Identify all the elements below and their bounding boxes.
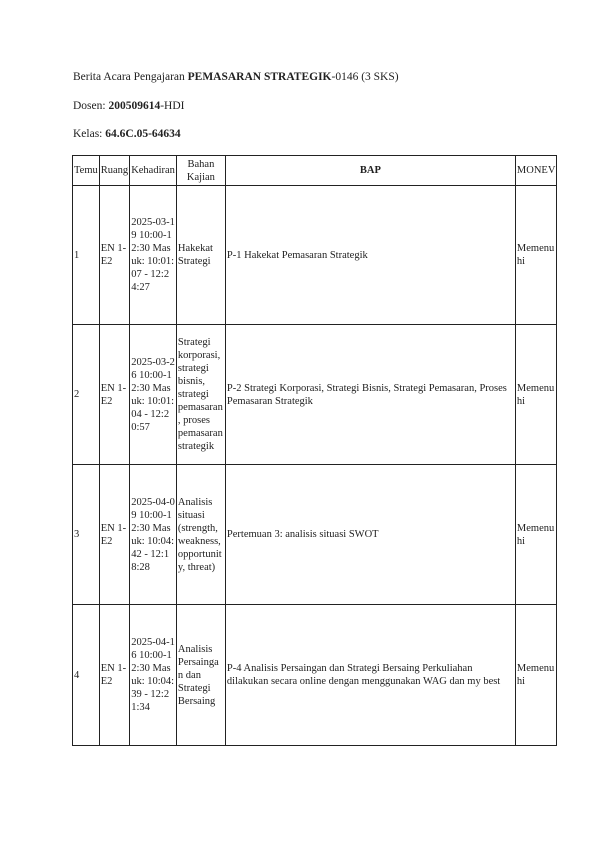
cell-bahan-kajian: Analisis Persaingan dan Strategi Bersaing — [176, 605, 225, 746]
cell-ruang: EN 1-E2 — [99, 605, 129, 746]
table-row — [73, 605, 557, 746]
cell-bahan-kajian: Hakekat Strategi — [176, 186, 225, 325]
cell-temu: 4 — [73, 605, 100, 746]
cell-kehadiran: 2025-03-19 10:00-12:30 Masuk: 10:01:07 - 12:24:27 — [130, 186, 177, 325]
lecturer-label: Dosen: — [73, 100, 109, 112]
teaching-record-table — [72, 155, 557, 746]
cell-monev: Memenuhi — [515, 186, 557, 325]
header-bap: BAP — [225, 156, 515, 186]
course-title-prefix: Berita Acara Pengajaran — [73, 71, 188, 83]
cell-bap: P-1 Hakekat Pemasaran Strategik — [225, 186, 515, 325]
cell-bahan-kajian: Analisis situasi (strength, weakness, opportunity, threat) — [176, 465, 225, 605]
cell-kehadiran: 2025-04-16 10:00-12:30 Masuk: 10:04:39 - 12:21:34 — [130, 605, 177, 746]
cell-temu: 3 — [73, 465, 100, 605]
lecturer-id: 200509614 — [108, 100, 161, 112]
cell-kehadiran: 2025-03-26 10:00-12:30 Masuk: 10:01:04 - 12:20:57 — [130, 325, 177, 465]
header-monev: MONEV — [515, 156, 557, 186]
cell-temu: 2 — [73, 325, 100, 465]
cell-monev: Memenuhi — [515, 605, 557, 746]
table-row — [73, 325, 557, 465]
lecturer-suffix: -HDI — [160, 100, 185, 112]
table-header-row — [73, 156, 557, 186]
cell-bap: Pertemuan 3: analisis situasi SWOT — [225, 465, 515, 605]
cell-ruang: EN 1-E2 — [99, 465, 129, 605]
lecturer-line — [73, 100, 185, 112]
class-value: 64.6C.05-64634 — [105, 128, 181, 140]
header-kehadiran: Kehadiran — [130, 156, 177, 186]
class-label: Kelas: — [73, 128, 106, 140]
cell-ruang: EN 1-E2 — [99, 325, 129, 465]
course-name: PEMASARAN STRATEGIK — [187, 71, 332, 83]
header-ruang: Ruang — [99, 156, 129, 186]
cell-kehadiran: 2025-04-09 10:00-12:30 Masuk: 10:04:42 - 12:18:28 — [130, 465, 177, 605]
table-row — [73, 186, 557, 325]
header-bahan-kajian: Bahan Kajian — [176, 156, 225, 186]
cell-monev: Memenuhi — [515, 325, 557, 465]
cell-monev: Memenuhi — [515, 465, 557, 605]
cell-temu: 1 — [73, 186, 100, 325]
cell-ruang: EN 1-E2 — [99, 186, 129, 325]
class-line — [73, 128, 181, 140]
cell-bahan-kajian: Strategi korporasi, strategi bisnis, strategi pemasaran, proses pemasaran strategik — [176, 325, 225, 465]
cell-bap: P-4 Analisis Persaingan dan Strategi Bersaing Perkuliahan dilakukan secara online dengan menggunakan WAG dan my best — [225, 605, 515, 746]
course-title-line — [73, 71, 399, 83]
cell-bap: P-2 Strategi Korporasi, Strategi Bisnis, Strategi Pemasaran, Proses Pemasaran Strategik — [225, 325, 515, 465]
table-row — [73, 465, 557, 605]
course-code: -0146 (3 SKS) — [331, 71, 399, 83]
header-temu: Temu — [73, 156, 100, 186]
